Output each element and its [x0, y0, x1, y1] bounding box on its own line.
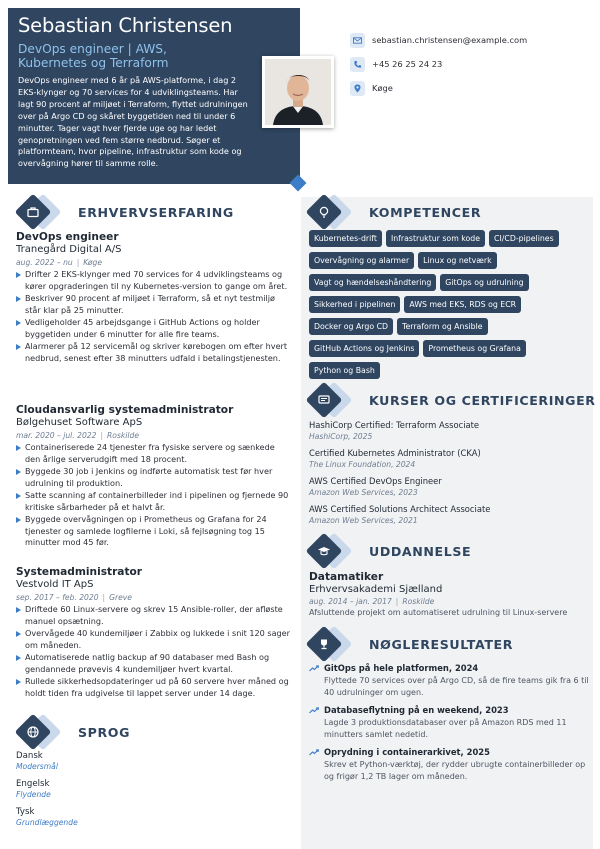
- skills-heading: [311, 199, 481, 225]
- skill-chip: Vagt og hændelseshåndtering: [309, 274, 436, 291]
- key-result-description: Flyttede 70 services over på Argo CD, så de fire teams gik fra 6 til 40 udrulninger om ugen.: [324, 676, 589, 697]
- job-bullets: [16, 442, 290, 549]
- contact-phone: [350, 56, 527, 72]
- job-title: Systemadministrator: [16, 566, 143, 578]
- bullet: Overvågede 40 kundemiljøer i Zabbix og lukkede i snit 120 sager om måneden.: [16, 628, 290, 651]
- bullet: Containeriserede 24 tjenester fra fysiske servere og sænkede den årlige serverudgift med 18 procent.: [16, 442, 290, 465]
- course-item: [309, 476, 589, 498]
- skill-chip: Kubernetes-drift: [309, 230, 382, 247]
- skill-chip: Linux og netværk: [418, 252, 496, 269]
- language-name: Engelsk: [16, 779, 50, 789]
- experience-title: ERHVERVSERFARING: [78, 204, 234, 220]
- course-org: Amazon Web Services, 2023: [309, 488, 418, 497]
- key-result-description: Lagde 3 produktionsdatabaser over på Amazon RDS med 11 minutters samlet nedetid.: [324, 718, 567, 739]
- skills-title: KOMPETENCER: [369, 204, 482, 220]
- full-name: Sebastian Christensen: [18, 14, 233, 37]
- education-meta: aug. 2014 – jan. 2017 | Roskilde: [309, 597, 435, 606]
- course-item: [309, 420, 589, 442]
- job-title: DevOps engineer: [16, 231, 119, 243]
- key-results-heading: [311, 631, 513, 657]
- contact-location: [350, 80, 527, 96]
- job-location: Køge: [83, 258, 103, 267]
- job-meta: mar. 2020 – jul. 2022 | Roskilde: [16, 431, 140, 440]
- bullet: Byggede 30 job i Jenkins og indførte automatisk test før hver udrulning til produktion.: [16, 466, 290, 489]
- company-name: Bølgehuset Software ApS: [16, 417, 143, 428]
- profile-photo: [262, 56, 334, 128]
- envelope-icon: [350, 33, 365, 48]
- course-item: [309, 504, 589, 526]
- experience-item: [16, 231, 290, 365]
- key-result-title: Oprydning i containerarkivet, 2025: [324, 747, 490, 757]
- skill-chip: Overvågning og alarmer: [309, 252, 414, 269]
- bullet: Vedligeholder 45 arbejdsgange i GitHub Actions og holder byggetiden under 6 minutter for alle fire teams.: [16, 317, 290, 340]
- key-result-title-row: [309, 662, 591, 674]
- language-level: Flydende: [16, 790, 51, 799]
- bullet: Alarmerer på 12 servicemål og skriver kørebogen om efter hvert nedbrud, senest efter 38 minutters udfald i betalingstjenesten.: [16, 341, 290, 364]
- language-level: Modersmål: [16, 762, 58, 771]
- header-panel: [8, 8, 300, 184]
- course-title: Certified Kubernetes Administrator (CKA): [309, 448, 481, 458]
- course-title: HashiCorp Certified: Terraform Associate: [309, 420, 480, 430]
- bullet: Automatiserede natlig backup af 90 databaser med Bash og gendannede prøvevis 4 kundemiljøer hvert kvartal.: [16, 652, 290, 675]
- company-name: Tranegård Digital A/S: [16, 244, 122, 255]
- bullet: Driftede 60 Linux-servere og skrev 15 Ansible-roller, der afløste manuel opsætning.: [16, 604, 290, 627]
- skill-chip: GitOps og udrulning: [440, 274, 528, 291]
- course-org: Amazon Web Services, 2021: [309, 516, 418, 525]
- job-location: Greve: [109, 593, 132, 602]
- job-title: Cloudansvarlig systemadministrator: [16, 404, 234, 416]
- bullet: Drifter 2 EKS-klynger med 70 services for 4 udviklingsteams og kører opgraderingen til ny Kubernetes-version to gange om året.: [16, 269, 290, 292]
- language-item: [16, 807, 78, 828]
- bullet: Beskriver 90 procent af miljøet i Terraform, så et nyt testmiljø står klar på 25 minutter.: [16, 293, 290, 316]
- experience-item: [16, 566, 290, 700]
- location-pin-icon: [350, 81, 365, 96]
- job-role: DevOps engineer | AWS, Kubernetes og Terraform: [18, 42, 169, 70]
- job-bullets: [16, 604, 290, 699]
- key-result-description: Skrev et Python-værktøj, der rydder ubrugte containerbilleder op og frigør 1,2 TB lager om måneden.: [324, 760, 586, 781]
- language-level: Grundlæggende: [16, 818, 78, 827]
- bullet: Rullede sikkerhedsopdateringer ud på 60 servere hver måned og holdt tiden fra udgivelse til lappet server under 14 dage.: [16, 676, 290, 699]
- email-text[interactable]: sebastian.christensen@example.com: [372, 35, 528, 45]
- key-result-title-row: [309, 704, 591, 716]
- language-name: Dansk: [16, 751, 43, 761]
- language-item: [16, 779, 51, 800]
- job-location: Roskilde: [107, 431, 140, 440]
- education-location: Roskilde: [402, 597, 435, 606]
- language-item: [16, 751, 58, 772]
- course-title: AWS Certified DevOps Engineer: [309, 476, 442, 486]
- job-period: sep. 2017 – feb. 2020: [16, 593, 99, 602]
- key-result-title-row: [309, 746, 591, 758]
- job-meta: aug. 2022 – nu | Køge: [16, 258, 103, 267]
- contact-list: [350, 32, 527, 104]
- institution: Erhvervsakademi Sjælland: [309, 584, 443, 595]
- job-meta: sep. 2017 – feb. 2020 | Greve: [16, 593, 132, 602]
- experience-heading: [20, 199, 234, 225]
- education-heading: [311, 538, 471, 564]
- education-description: Afsluttende projekt om automatiseret udrulning til Linux-servere: [309, 608, 568, 617]
- contact-email: [350, 32, 527, 48]
- skill-chip: Prometheus og Grafana: [423, 340, 526, 357]
- key-result-title: Databaseflytning på en weekend, 2023: [324, 705, 509, 715]
- course-org: HashiCorp, 2025: [309, 432, 373, 441]
- education-title: UDDANNELSE: [369, 543, 472, 559]
- phone-icon: [350, 57, 365, 72]
- skill-chip: Terraform og Ansible: [397, 318, 488, 335]
- skills-list: [309, 230, 591, 384]
- key-result-item: [309, 662, 591, 699]
- skill-chip: Sikkerhed i pipelinen: [309, 296, 400, 313]
- course-org: The Linux Foundation, 2024: [309, 460, 416, 469]
- key-result-item: [309, 704, 591, 741]
- language-name: Tysk: [16, 807, 35, 817]
- course-title: AWS Certified Solutions Architect Associate: [309, 504, 491, 514]
- company-name: Vestvold IT ApS: [16, 579, 94, 590]
- languages-heading: [20, 719, 130, 745]
- job-period: aug. 2022 – nu: [16, 258, 73, 267]
- degree: Datamatiker: [309, 571, 384, 583]
- bullet: Byggede overvågningen op i Prometheus og Grafana for 24 tjenester og samlede logfilerne i Loki, så fejlsøgning tog 15 minutter mod 45 før.: [16, 514, 290, 549]
- courses-heading: [311, 387, 596, 413]
- key-results-title: NØGLERESULTATER: [369, 636, 514, 652]
- job-period: mar. 2020 – jul. 2022: [16, 431, 97, 440]
- education-period: aug. 2014 – jan. 2017: [309, 597, 392, 606]
- education-item: [309, 571, 591, 618]
- courses-title: KURSER OG CERTIFICERINGER: [369, 392, 596, 408]
- bullet: Satte scanning af containerbilleder ind i pipelinen og fjernede 90 kritiske sårbarheder på et halvt år.: [16, 490, 290, 513]
- trend-up-icon: [309, 665, 319, 672]
- skill-chip: Infrastruktur som kode: [386, 230, 485, 247]
- skill-chip: Docker og Argo CD: [309, 318, 393, 335]
- skill-chip: AWS med EKS, RDS og ECR: [404, 296, 521, 313]
- job-bullets: [16, 269, 290, 364]
- languages-title: SPROG: [78, 724, 131, 740]
- location-text: Køge: [372, 83, 393, 93]
- skill-chip: Python og Bash: [309, 362, 380, 379]
- key-result-title: GitOps på hele platformen, 2024: [324, 663, 479, 673]
- trend-up-icon: [309, 749, 319, 756]
- skill-chip: GitHub Actions og Jenkins: [309, 340, 419, 357]
- phone-text[interactable]: +45 26 25 24 23: [372, 59, 443, 69]
- profile-summary: DevOps engineer med 6 år på AWS-platforme, i dag 2 EKS-klynger og 70 services for 4 udviklingsteams. Har lagt 90 procent af miljøet i Terraform, flyttet udrulningen over på Argo CD og skåret byggetiden ned til under 6 minutter. Tager vagt hver fjerde uge og har ledet genopretningen ved fem større nedbrud. Søger et platformteam, hvor pipeline, infrastruktur som kode og overvågning hører til samme rolle.: [18, 75, 248, 169]
- skill-chip: CI/CD-pipelines: [489, 230, 559, 247]
- experience-item: [16, 404, 290, 550]
- trend-up-icon: [309, 707, 319, 714]
- course-item: [309, 448, 589, 470]
- key-result-item: [309, 746, 591, 783]
